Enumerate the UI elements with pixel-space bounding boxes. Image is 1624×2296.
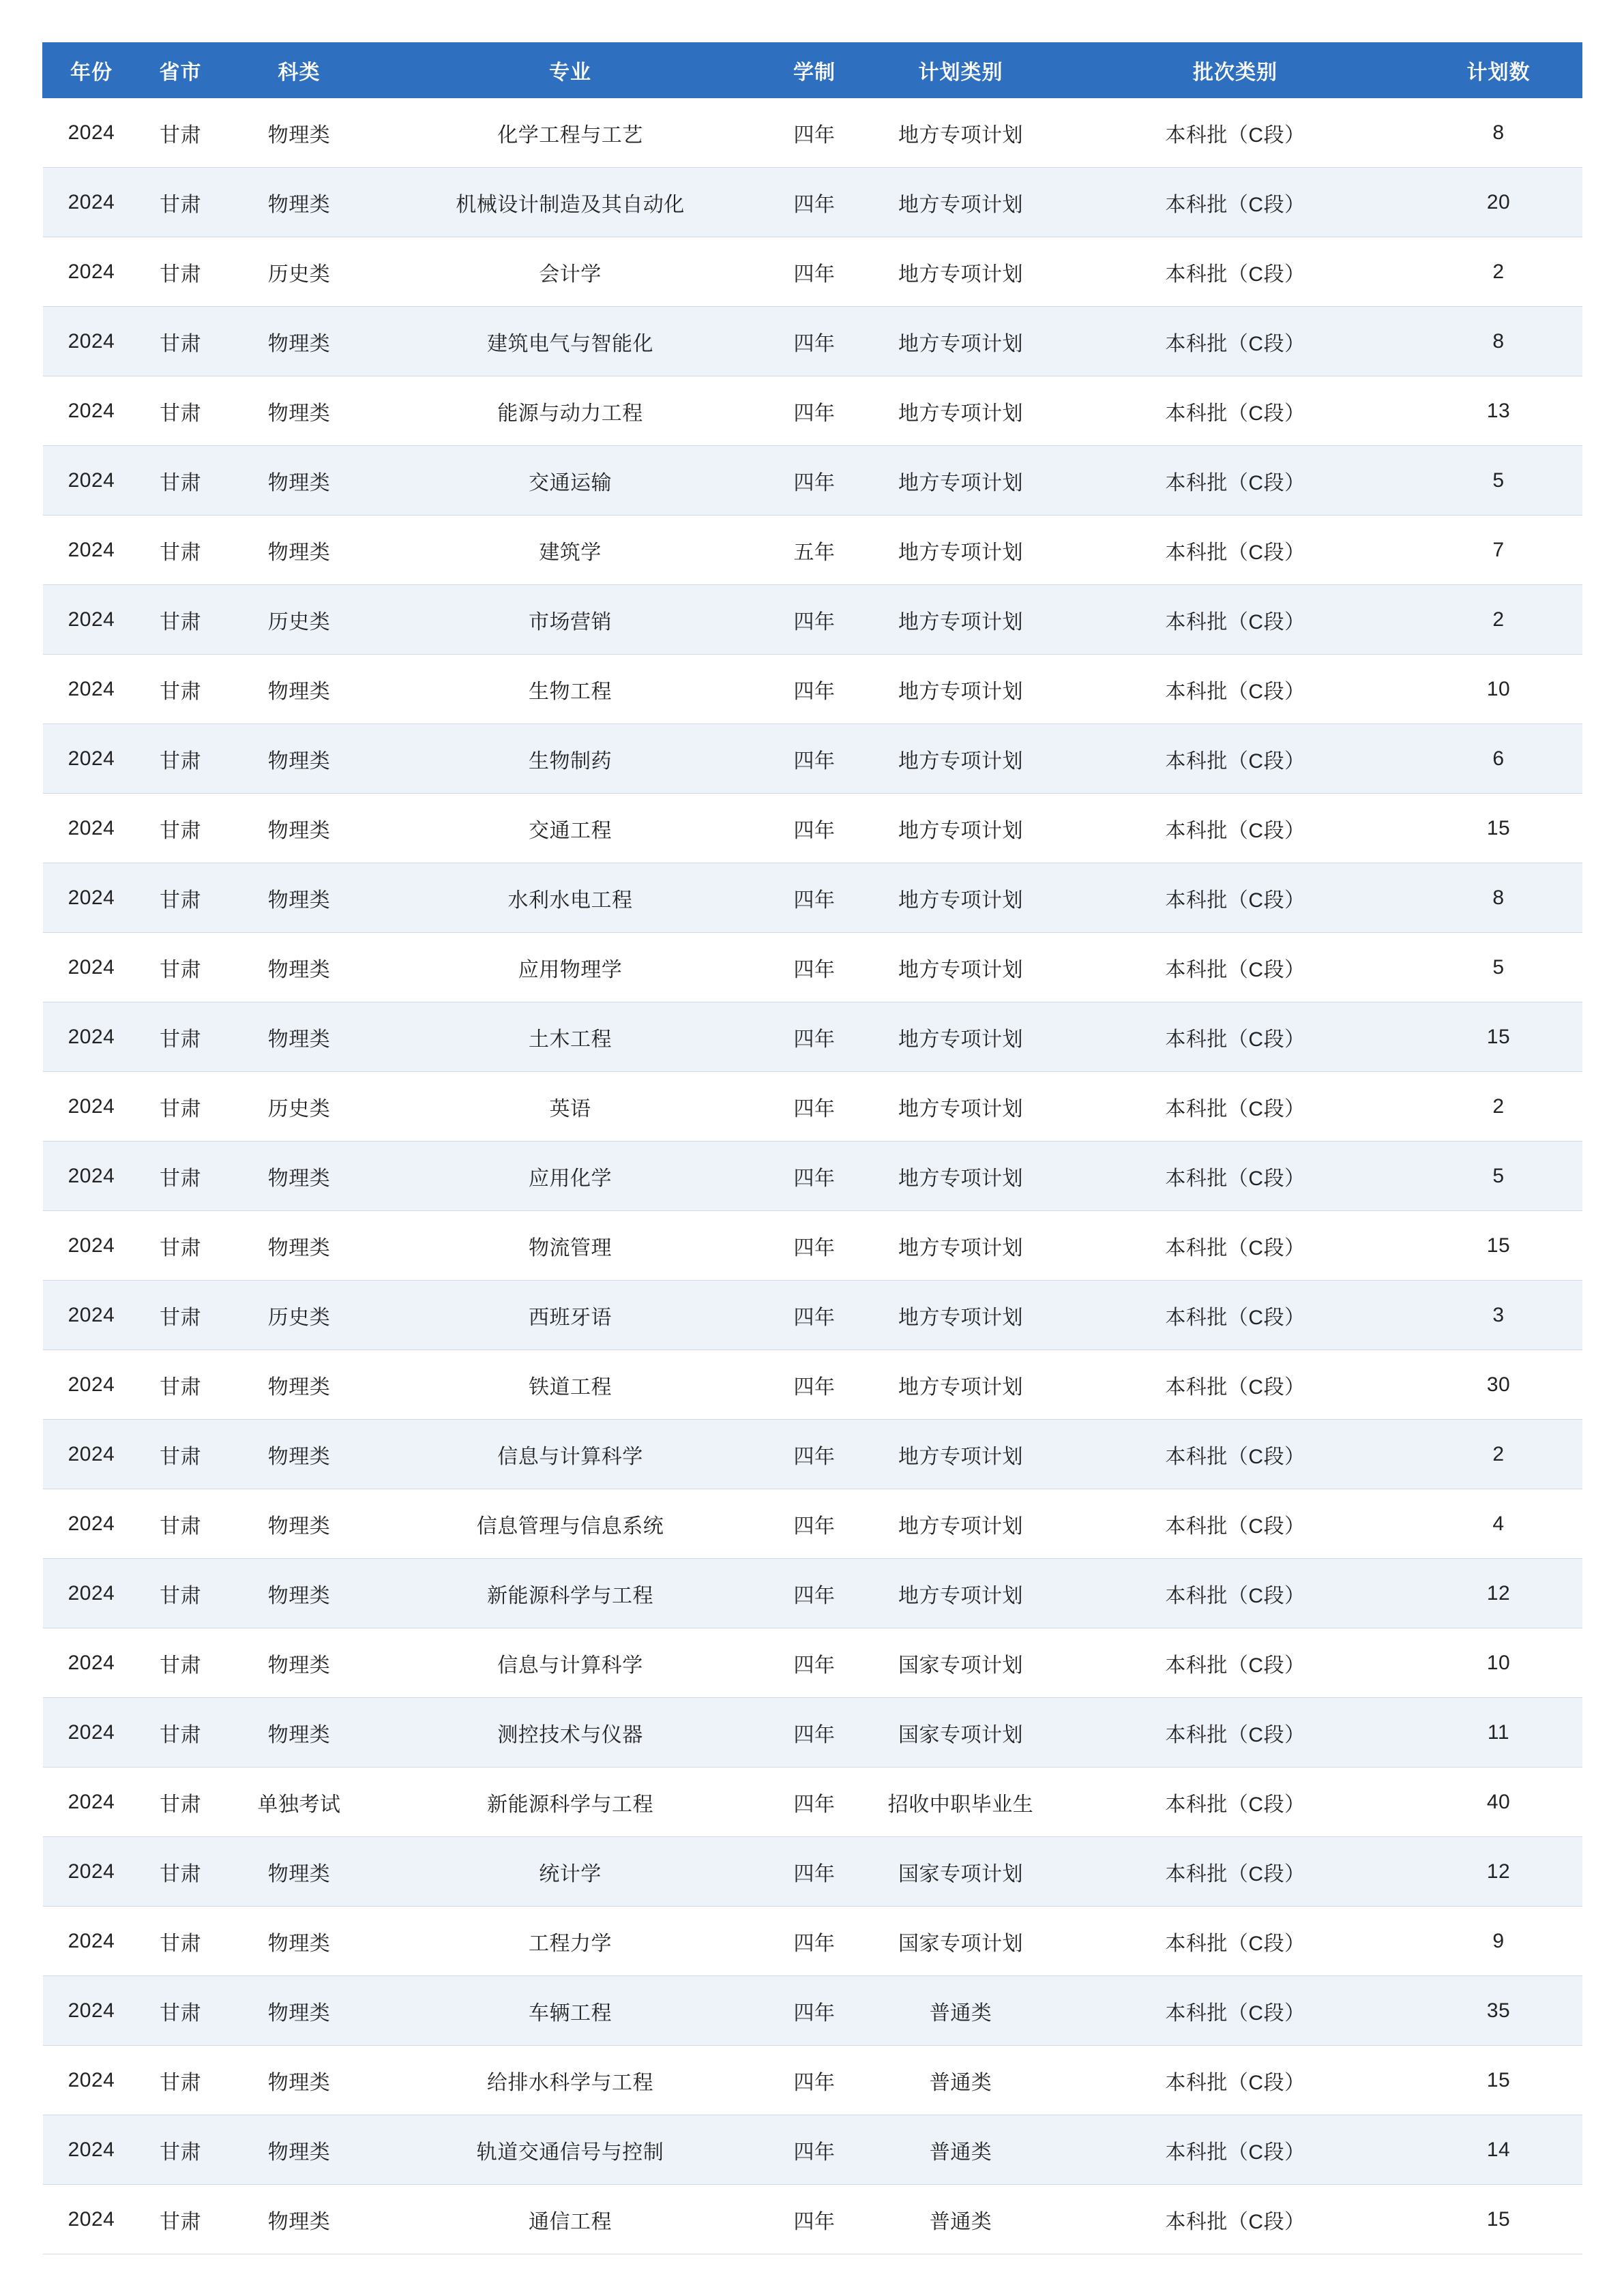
cell-duration: 四年 [763,237,866,307]
cell-category: 物理类 [221,1211,378,1281]
cell-year: 2024 [43,237,141,307]
table-row [43,376,1582,446]
cell-year: 2024 [43,655,141,724]
cell-category: 物理类 [221,446,378,516]
cell-major: 土木工程 [378,1002,763,1072]
cell-batch-type: 本科批（C段） [1056,1072,1415,1142]
cell-plan-count: 15 [1415,794,1582,863]
cell-batch-type: 本科批（C段） [1056,1628,1415,1698]
cell-province: 甘肃 [141,516,221,585]
cell-plan-count: 11 [1415,1698,1582,1768]
cell-plan-type: 国家专项计划 [866,1837,1056,1907]
cell-batch-type: 本科批（C段） [1056,168,1415,237]
cell-plan-type: 普通类 [866,1976,1056,2046]
cell-duration: 四年 [763,2046,866,2115]
cell-major: 给排水科学与工程 [378,2046,763,2115]
cell-major: 统计学 [378,1837,763,1907]
cell-plan-type: 地方专项计划 [866,376,1056,446]
cell-year: 2024 [43,1002,141,1072]
cell-plan-count: 9 [1415,1907,1582,1976]
cell-duration: 四年 [763,1489,866,1559]
cell-plan-type: 地方专项计划 [866,585,1056,655]
cell-major: 会计学 [378,237,763,307]
table-row [43,1628,1582,1698]
cell-province: 甘肃 [141,1768,221,1837]
cell-duration: 四年 [763,1002,866,1072]
cell-category: 物理类 [221,2046,378,2115]
cell-major: 轨道交通信号与控制 [378,2115,763,2185]
cell-major: 化学工程与工艺 [378,98,763,168]
cell-batch-type: 本科批（C段） [1056,724,1415,794]
cell-major: 交通运输 [378,446,763,516]
cell-province: 甘肃 [141,1142,221,1211]
cell-major: 英语 [378,1072,763,1142]
table-row [43,1768,1582,1837]
cell-major: 能源与动力工程 [378,376,763,446]
cell-batch-type: 本科批（C段） [1056,98,1415,168]
cell-batch-type: 本科批（C段） [1056,446,1415,516]
cell-major: 建筑学 [378,516,763,585]
cell-year: 2024 [43,446,141,516]
table-row [43,98,1582,168]
cell-plan-type: 地方专项计划 [866,1350,1056,1420]
column-header-batch-type: 批次类别 [1056,43,1415,98]
table-body [43,98,1582,2254]
cell-batch-type: 本科批（C段） [1056,1420,1415,1489]
table-header [43,43,1582,98]
cell-province: 甘肃 [141,1072,221,1142]
cell-province: 甘肃 [141,98,221,168]
cell-year: 2024 [43,98,141,168]
cell-category: 物理类 [221,863,378,933]
cell-batch-type: 本科批（C段） [1056,307,1415,376]
cell-plan-type: 地方专项计划 [866,1559,1056,1628]
cell-category: 历史类 [221,1281,378,1350]
column-header-province: 省市 [141,43,221,98]
cell-plan-type: 地方专项计划 [866,168,1056,237]
cell-plan-count: 35 [1415,1976,1582,2046]
cell-plan-type: 地方专项计划 [866,1420,1056,1489]
cell-province: 甘肃 [141,1002,221,1072]
cell-category: 物理类 [221,1489,378,1559]
cell-batch-type: 本科批（C段） [1056,1281,1415,1350]
cell-province: 甘肃 [141,1628,221,1698]
cell-plan-count: 15 [1415,2185,1582,2254]
cell-duration: 四年 [763,1837,866,1907]
cell-plan-count: 12 [1415,1559,1582,1628]
cell-major: 测控技术与仪器 [378,1698,763,1768]
cell-plan-type: 地方专项计划 [866,237,1056,307]
cell-batch-type: 本科批（C段） [1056,1837,1415,1907]
cell-major: 水利水电工程 [378,863,763,933]
cell-duration: 四年 [763,1072,866,1142]
cell-plan-count: 2 [1415,1072,1582,1142]
cell-province: 甘肃 [141,863,221,933]
cell-plan-count: 15 [1415,1211,1582,1281]
cell-duration: 五年 [763,516,866,585]
cell-year: 2024 [43,1350,141,1420]
cell-plan-type: 地方专项计划 [866,724,1056,794]
cell-plan-count: 15 [1415,2046,1582,2115]
cell-year: 2024 [43,724,141,794]
cell-major: 生物制药 [378,724,763,794]
cell-year: 2024 [43,2185,141,2254]
cell-year: 2024 [43,2115,141,2185]
cell-province: 甘肃 [141,1559,221,1628]
cell-year: 2024 [43,794,141,863]
table-row [43,2115,1582,2185]
cell-plan-type: 地方专项计划 [866,1072,1056,1142]
cell-category: 物理类 [221,655,378,724]
cell-plan-type: 普通类 [866,2115,1056,2185]
cell-year: 2024 [43,1559,141,1628]
cell-major: 通信工程 [378,2185,763,2254]
cell-major: 铁道工程 [378,1350,763,1420]
cell-plan-type: 地方专项计划 [866,933,1056,1002]
cell-province: 甘肃 [141,585,221,655]
cell-duration: 四年 [763,1698,866,1768]
cell-major: 交通工程 [378,794,763,863]
cell-province: 甘肃 [141,2115,221,2185]
cell-batch-type: 本科批（C段） [1056,655,1415,724]
cell-duration: 四年 [763,1976,866,2046]
cell-province: 甘肃 [141,655,221,724]
cell-year: 2024 [43,1837,141,1907]
cell-major: 新能源科学与工程 [378,1768,763,1837]
cell-plan-count: 14 [1415,2115,1582,2185]
cell-year: 2024 [43,2046,141,2115]
cell-plan-count: 4 [1415,1489,1582,1559]
table-row [43,794,1582,863]
cell-category: 单独考试 [221,1768,378,1837]
cell-category: 历史类 [221,237,378,307]
cell-plan-count: 5 [1415,446,1582,516]
cell-plan-count: 13 [1415,376,1582,446]
cell-duration: 四年 [763,655,866,724]
table-row [43,1559,1582,1628]
table-row [43,237,1582,307]
cell-plan-type: 地方专项计划 [866,1142,1056,1211]
cell-category: 物理类 [221,1698,378,1768]
cell-year: 2024 [43,1907,141,1976]
cell-category: 物理类 [221,376,378,446]
cell-category: 物理类 [221,1907,378,1976]
enrollment-plan-table [42,42,1582,2254]
cell-plan-type: 国家专项计划 [866,1698,1056,1768]
cell-batch-type: 本科批（C段） [1056,2185,1415,2254]
cell-batch-type: 本科批（C段） [1056,863,1415,933]
table-row [43,1907,1582,1976]
table-row [43,2185,1582,2254]
cell-major: 机械设计制造及其自动化 [378,168,763,237]
cell-duration: 四年 [763,1211,866,1281]
cell-major: 车辆工程 [378,1976,763,2046]
cell-category: 历史类 [221,585,378,655]
cell-year: 2024 [43,1698,141,1768]
cell-batch-type: 本科批（C段） [1056,1698,1415,1768]
cell-major: 建筑电气与智能化 [378,307,763,376]
cell-year: 2024 [43,933,141,1002]
column-header-plan-count: 计划数 [1415,43,1582,98]
cell-major: 应用化学 [378,1142,763,1211]
cell-plan-count: 7 [1415,516,1582,585]
cell-plan-type: 地方专项计划 [866,1002,1056,1072]
cell-plan-type: 地方专项计划 [866,1281,1056,1350]
cell-plan-count: 2 [1415,237,1582,307]
cell-duration: 四年 [763,1281,866,1350]
table-row [43,724,1582,794]
cell-plan-type: 招收中职毕业生 [866,1768,1056,1837]
cell-province: 甘肃 [141,1976,221,2046]
cell-plan-count: 8 [1415,863,1582,933]
cell-plan-type: 地方专项计划 [866,446,1056,516]
column-header-duration: 学制 [763,43,866,98]
cell-category: 物理类 [221,516,378,585]
cell-category: 物理类 [221,1142,378,1211]
table-row [43,1002,1582,1072]
cell-plan-type: 普通类 [866,2185,1056,2254]
cell-province: 甘肃 [141,933,221,1002]
cell-batch-type: 本科批（C段） [1056,1559,1415,1628]
cell-category: 物理类 [221,794,378,863]
cell-province: 甘肃 [141,237,221,307]
cell-major: 信息管理与信息系统 [378,1489,763,1559]
cell-plan-type: 地方专项计划 [866,655,1056,724]
cell-year: 2024 [43,307,141,376]
cell-plan-count: 30 [1415,1350,1582,1420]
cell-batch-type: 本科批（C段） [1056,2046,1415,2115]
table-header-row [43,43,1582,98]
cell-province: 甘肃 [141,1281,221,1350]
cell-plan-count: 5 [1415,933,1582,1002]
cell-batch-type: 本科批（C段） [1056,1002,1415,1072]
column-header-year: 年份 [43,43,141,98]
cell-province: 甘肃 [141,307,221,376]
cell-category: 物理类 [221,933,378,1002]
cell-duration: 四年 [763,446,866,516]
cell-plan-type: 地方专项计划 [866,1211,1056,1281]
cell-year: 2024 [43,1628,141,1698]
cell-batch-type: 本科批（C段） [1056,585,1415,655]
cell-province: 甘肃 [141,1489,221,1559]
cell-year: 2024 [43,168,141,237]
table-row [43,1698,1582,1768]
cell-major: 西班牙语 [378,1281,763,1350]
cell-year: 2024 [43,516,141,585]
cell-plan-count: 8 [1415,307,1582,376]
cell-year: 2024 [43,1142,141,1211]
table-row [43,1281,1582,1350]
cell-category: 物理类 [221,1350,378,1420]
cell-batch-type: 本科批（C段） [1056,1768,1415,1837]
cell-batch-type: 本科批（C段） [1056,933,1415,1002]
cell-province: 甘肃 [141,1837,221,1907]
cell-duration: 四年 [763,98,866,168]
cell-province: 甘肃 [141,2046,221,2115]
cell-batch-type: 本科批（C段） [1056,376,1415,446]
cell-category: 物理类 [221,1628,378,1698]
cell-province: 甘肃 [141,446,221,516]
cell-plan-count: 10 [1415,655,1582,724]
cell-category: 物理类 [221,2115,378,2185]
cell-duration: 四年 [763,1907,866,1976]
cell-major: 新能源科学与工程 [378,1559,763,1628]
cell-year: 2024 [43,1976,141,2046]
cell-category: 物理类 [221,1002,378,1072]
cell-batch-type: 本科批（C段） [1056,1907,1415,1976]
cell-year: 2024 [43,1768,141,1837]
cell-plan-count: 10 [1415,1628,1582,1698]
cell-duration: 四年 [763,1142,866,1211]
cell-province: 甘肃 [141,724,221,794]
cell-batch-type: 本科批（C段） [1056,237,1415,307]
cell-plan-count: 20 [1415,168,1582,237]
cell-duration: 四年 [763,2185,866,2254]
table-row [43,1489,1582,1559]
cell-major: 应用物理学 [378,933,763,1002]
cell-major: 信息与计算科学 [378,1628,763,1698]
cell-province: 甘肃 [141,1350,221,1420]
cell-category: 物理类 [221,168,378,237]
table-row [43,446,1582,516]
cell-province: 甘肃 [141,2185,221,2254]
cell-plan-type: 国家专项计划 [866,1628,1056,1698]
cell-plan-count: 8 [1415,98,1582,168]
cell-batch-type: 本科批（C段） [1056,1350,1415,1420]
cell-category: 物理类 [221,1837,378,1907]
table-row [43,1837,1582,1907]
table-row [43,655,1582,724]
cell-duration: 四年 [763,1350,866,1420]
table-row [43,307,1582,376]
cell-plan-count: 12 [1415,1837,1582,1907]
cell-duration: 四年 [763,794,866,863]
cell-plan-count: 5 [1415,1142,1582,1211]
cell-year: 2024 [43,1281,141,1350]
cell-year: 2024 [43,1211,141,1281]
column-header-plan-type: 计划类别 [866,43,1056,98]
cell-province: 甘肃 [141,168,221,237]
table-row [43,863,1582,933]
cell-year: 2024 [43,863,141,933]
cell-duration: 四年 [763,724,866,794]
cell-batch-type: 本科批（C段） [1056,794,1415,863]
table-row [43,1142,1582,1211]
cell-major: 信息与计算科学 [378,1420,763,1489]
cell-year: 2024 [43,1420,141,1489]
cell-batch-type: 本科批（C段） [1056,2115,1415,2185]
table-row [43,1211,1582,1281]
cell-batch-type: 本科批（C段） [1056,516,1415,585]
table-row [43,168,1582,237]
cell-plan-count: 2 [1415,1420,1582,1489]
cell-plan-type: 地方专项计划 [866,516,1056,585]
cell-major: 市场营销 [378,585,763,655]
cell-duration: 四年 [763,307,866,376]
table-row [43,2046,1582,2115]
cell-batch-type: 本科批（C段） [1056,1142,1415,1211]
table-row [43,516,1582,585]
cell-year: 2024 [43,1072,141,1142]
cell-duration: 四年 [763,1628,866,1698]
table-row [43,1350,1582,1420]
column-header-major: 专业 [378,43,763,98]
cell-plan-type: 地方专项计划 [866,307,1056,376]
cell-plan-count: 2 [1415,585,1582,655]
cell-category: 历史类 [221,1072,378,1142]
cell-year: 2024 [43,585,141,655]
table-row [43,585,1582,655]
cell-plan-type: 普通类 [866,2046,1056,2115]
cell-plan-count: 15 [1415,1002,1582,1072]
cell-duration: 四年 [763,1420,866,1489]
cell-plan-type: 地方专项计划 [866,1489,1056,1559]
table-row [43,1072,1582,1142]
cell-plan-type: 国家专项计划 [866,1907,1056,1976]
table-row [43,1976,1582,2046]
cell-plan-count: 3 [1415,1281,1582,1350]
cell-duration: 四年 [763,585,866,655]
cell-year: 2024 [43,376,141,446]
cell-province: 甘肃 [141,1420,221,1489]
table-row [43,933,1582,1002]
cell-plan-type: 地方专项计划 [866,863,1056,933]
cell-category: 物理类 [221,2185,378,2254]
cell-plan-type: 地方专项计划 [866,794,1056,863]
cell-duration: 四年 [763,933,866,1002]
table-row [43,1420,1582,1489]
cell-province: 甘肃 [141,1211,221,1281]
cell-category: 物理类 [221,1420,378,1489]
cell-category: 物理类 [221,1976,378,2046]
cell-batch-type: 本科批（C段） [1056,1211,1415,1281]
cell-batch-type: 本科批（C段） [1056,1489,1415,1559]
cell-plan-count: 40 [1415,1768,1582,1837]
cell-duration: 四年 [763,168,866,237]
cell-province: 甘肃 [141,1907,221,1976]
cell-category: 物理类 [221,1559,378,1628]
cell-year: 2024 [43,1489,141,1559]
cell-duration: 四年 [763,1768,866,1837]
cell-province: 甘肃 [141,376,221,446]
column-header-category: 科类 [221,43,378,98]
cell-duration: 四年 [763,863,866,933]
cell-category: 物理类 [221,307,378,376]
cell-category: 物理类 [221,98,378,168]
cell-duration: 四年 [763,376,866,446]
cell-plan-count: 6 [1415,724,1582,794]
cell-major: 物流管理 [378,1211,763,1281]
cell-batch-type: 本科批（C段） [1056,1976,1415,2046]
cell-plan-type: 地方专项计划 [866,98,1056,168]
cell-province: 甘肃 [141,794,221,863]
cell-province: 甘肃 [141,1698,221,1768]
cell-duration: 四年 [763,2115,866,2185]
cell-duration: 四年 [763,1559,866,1628]
cell-major: 工程力学 [378,1907,763,1976]
cell-major: 生物工程 [378,655,763,724]
cell-category: 物理类 [221,724,378,794]
